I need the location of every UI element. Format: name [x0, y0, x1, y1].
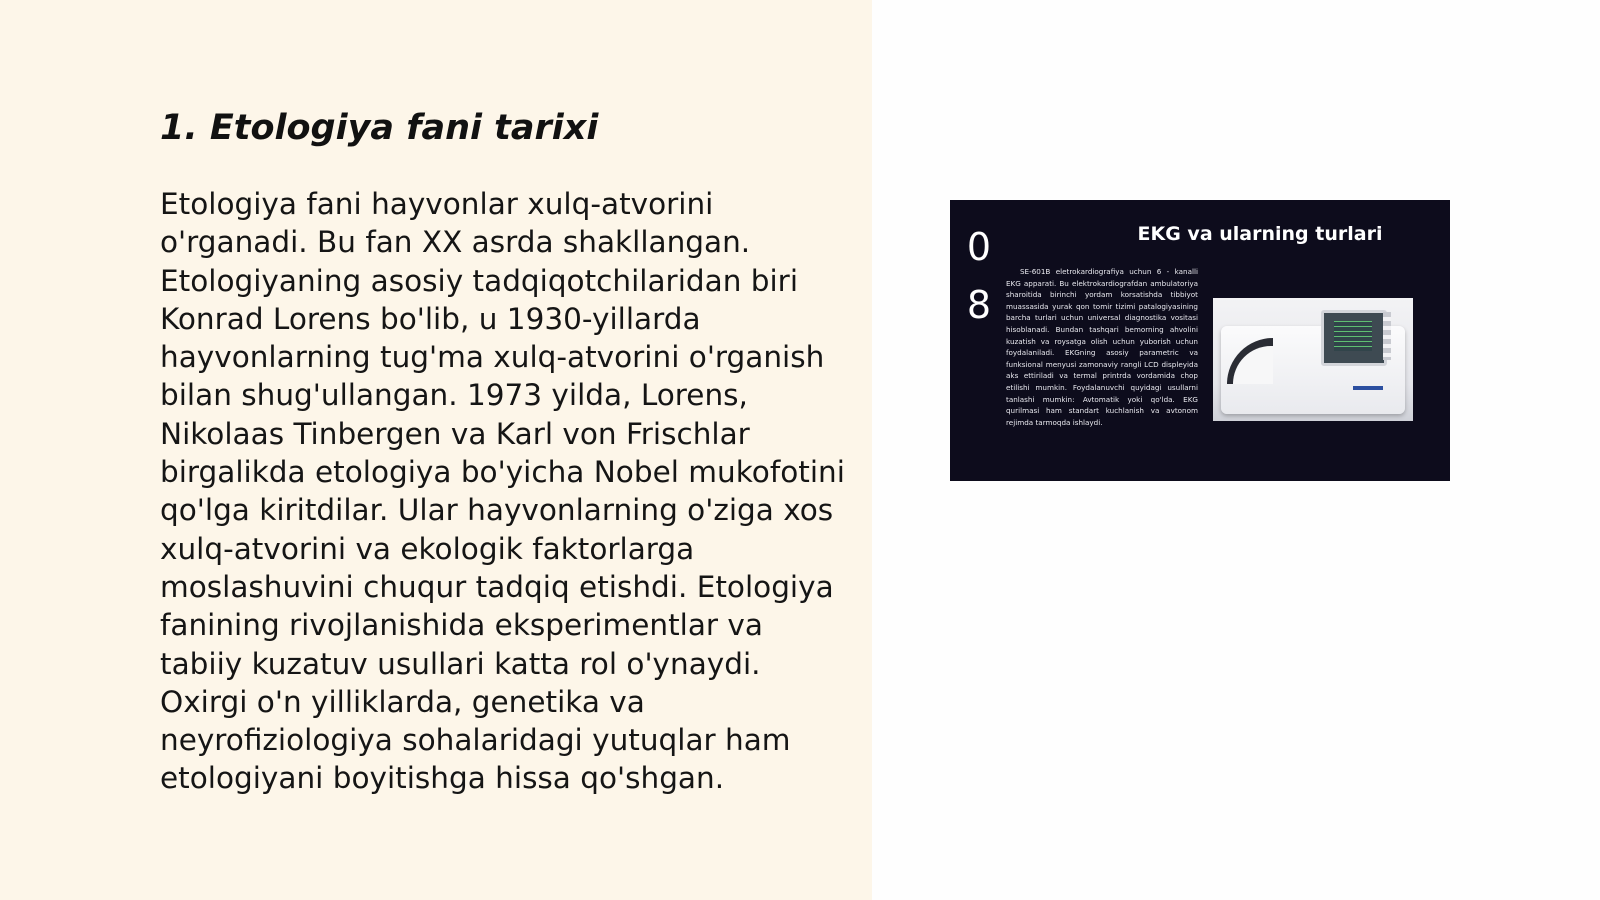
thumbnail-slide-number: 08 — [966, 225, 992, 327]
thumbnail-description: SE-601B eletrokardiografiya uchun 6 - kanalli EKG apparati. Bu elektrokardiografdan ambulatoriya sharoitida birinchi yordam korsatishda tibbiyot muassasida yurak qon tomir tizimi patalogiyasining barcha turlari uchun universal diagnostika vositasi hisoblanadi. Bundan tashqari bemorning ahvolini kuzatish va roysatga olish uchun yuborish uchun foydalaniladi. EKGning asosiy parametric va funksional menyusi zamonaviy rangli LCD displeyida aks ettiriladi va termal printrda vordamida chop etilishi mumkin. Foydalanuvchi quyidagi usullarni tanlashi mumkin: Avtomatik yoki qo'lda. EKG qurilmasi ham standart kuchlanish va avtonom rejimda tarmoqda ishlaydi. — [1006, 267, 1198, 427]
slide-body-text: Etologiya fani hayvonlar xulq-atvorini o'rganadi. Bu fan XX asrda shakllangan. Etologiyaning asosiy tadqiqotchilaridan biri Konrad Lorens bo'lib, u 1930-yillarda hayvonlarning tug'ma xulq-atvorini o'rganish bilan shug'ullangan. 1973 yilda, Lorens, Nikolaas Tinbergen va Karl von Frischlar birgalikda etologiya bo'yicha Nobel mukofotini qo'lga kiritdilar. Ular hayvonlarning o'ziga xos xulq-atvorini va ekologik faktorlarga moslashuvini chuqur tadqiq etishdi. Etologiya fanining rivojlanishida eksperimentlar va tabiiy kuzatuv usullari katta rol o'ynaydi. Oxirgi o'n yilliklarda, genetika va neyrofiziologiya sohalaridagi yutuqlar ham etologiyani boyitishga hissa qo'shgan. — [160, 187, 845, 796]
slide-heading: 1. Etologiya fani tarixi — [160, 108, 599, 148]
slide-thumbnail — [950, 200, 1450, 481]
thumbnail-title: EKG va ularning turlari — [1137, 223, 1383, 245]
ekg-screen — [1321, 310, 1387, 366]
ekg-device-photo-icon — [1213, 298, 1413, 421]
ekg-brand-label — [1353, 386, 1383, 390]
ekg-keys — [1383, 312, 1391, 360]
